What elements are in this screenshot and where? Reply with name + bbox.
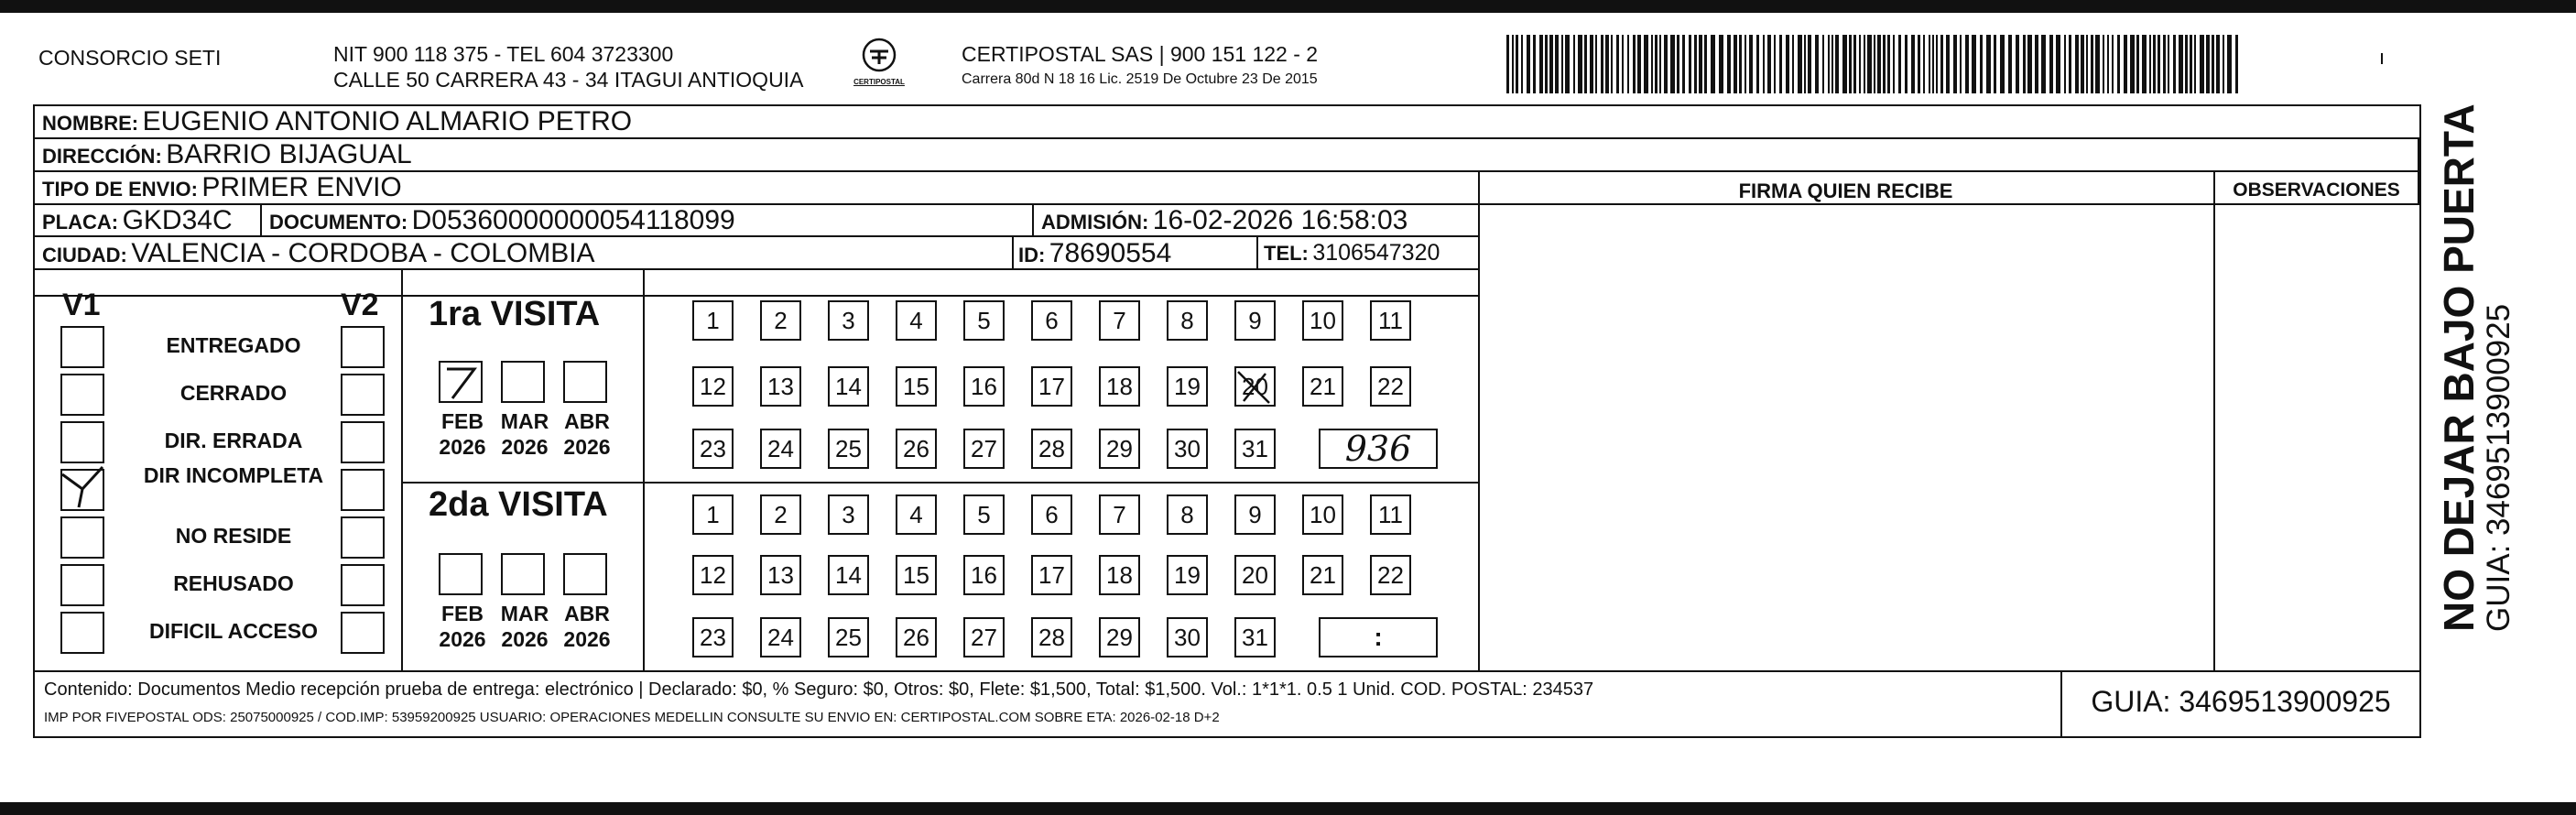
footer-line-1: Contenido: Documentos Medio recepción prueba de entrega: electrónico | Declarado: $0, % Seguro: $0, Otros: $0, Flete: $1,500, Total: $1,500. Vol.: 1*1*1. 0.5 1 Unid. COD. POSTAL: 234537 <box>44 679 1594 700</box>
nombre-value: EUGENIO ANTONIO ALMARIO PETRO <box>142 106 633 136</box>
status-label: REHUSADO <box>173 571 294 595</box>
first-visit-title: 1ra VISITA <box>429 295 601 333</box>
second-visit-month-box[interactable] <box>501 553 545 595</box>
barcode-bar <box>2056 35 2060 93</box>
barcode-bar <box>1527 35 1530 93</box>
barcode-bar <box>1893 35 1895 93</box>
barcode-bar <box>1689 35 1691 93</box>
barcode-bar <box>1539 35 1543 93</box>
second-visit-month-label <box>430 601 495 652</box>
barcode-bar <box>1573 35 1575 93</box>
documento-value: D05360000000054118099 <box>411 205 735 235</box>
first-visit-day-box[interactable]: 17 <box>1031 366 1072 407</box>
barcode-bar <box>2095 35 2100 93</box>
footer-guia: GUIA: 3469513900925 <box>2091 685 2391 718</box>
barcode-bar <box>1516 35 1518 93</box>
barcode-bar <box>1980 35 1983 93</box>
id-value: 78690554 <box>1049 238 1172 268</box>
barcode-bar <box>2142 35 2147 93</box>
barcode-bar <box>2112 35 2114 93</box>
barcode-bar <box>1822 35 1824 93</box>
month-name: ABR <box>564 409 610 433</box>
firma-column-header: FIRMA QUIEN RECIBE <box>1738 179 1953 202</box>
tel-label: TEL: <box>1264 242 1309 265</box>
barcode-bar <box>1590 35 1593 93</box>
admision-value: 16-02-2026 16:58:03 <box>1152 205 1408 235</box>
first-visit-day-box[interactable]: 23 <box>692 429 734 469</box>
first-visit-day-box[interactable]: 27 <box>963 429 1005 469</box>
second-visit-time-box[interactable]: : <box>1319 617 1438 657</box>
second-visit-day-box[interactable]: 16 <box>963 555 1005 595</box>
barcode-bar <box>2016 35 2019 93</box>
second-visit-day-box[interactable]: 22 <box>1370 555 1411 595</box>
barcode-bar <box>1887 35 1890 93</box>
first-visit-day-box[interactable]: 22 <box>1370 366 1411 407</box>
barcode-bar <box>2091 35 2093 93</box>
second-visit-day-box[interactable]: 28 <box>1031 617 1072 657</box>
first-visit-day-box[interactable]: 2 <box>760 300 801 341</box>
first-visit-day-box[interactable]: 13 <box>760 366 801 407</box>
barcode-bar <box>1842 35 1847 93</box>
barcode-bar <box>1859 35 1861 93</box>
barcode-bar <box>2117 35 2120 93</box>
barcode-bar <box>1929 35 1930 93</box>
second-visit-day-box[interactable]: 1 <box>692 494 734 535</box>
barcode-bar <box>1932 35 1934 93</box>
first-visit-day-box[interactable]: 31 <box>1234 429 1276 469</box>
barcode-bar <box>2190 35 2192 93</box>
barcode-bar <box>2163 35 2166 93</box>
second-visit-day-box[interactable]: 12 <box>692 555 734 595</box>
top-band <box>0 0 2576 13</box>
second-visit-day-box[interactable]: 9 <box>1234 494 1276 535</box>
v1-checkbox[interactable] <box>60 564 104 606</box>
barcode-bar <box>2107 35 2109 93</box>
tel-value: 3106547320 <box>1312 240 1440 266</box>
v1-checkbox[interactable] <box>60 326 104 368</box>
carrier-address: Carrera 80d N 18 16 Lic. 2519 De Octubre 23 De 2015 <box>962 71 1318 87</box>
first-visit-day-box[interactable]: 18 <box>1099 366 1140 407</box>
footer-line-2: IMP POR FIVEPOSTAL ODS: 25075000925 / COD.IMP: 53959200925 USUARIO: OPERACIONES MEDELLIN CONSULTE SU ENVIO EN: CERTIPOSTAL.COM SOBRE ETA: 2026-02-18 D+2 <box>44 710 1220 725</box>
barcode-bar <box>1682 35 1685 93</box>
second-visit-title: 2da VISITA <box>429 485 608 524</box>
barcode-bar <box>1779 35 1782 93</box>
month-name: FEB <box>441 409 484 433</box>
v2-checkbox[interactable] <box>341 564 385 606</box>
barcode-bar <box>1874 35 1875 93</box>
second-visit-day-box[interactable]: 4 <box>896 494 937 535</box>
barcode-bar <box>1677 35 1679 93</box>
barcode-bar <box>1627 35 1629 93</box>
barcode-bar <box>1756 35 1759 93</box>
v1-checkbox[interactable] <box>60 374 104 416</box>
second-visit-day-box[interactable]: 15 <box>896 555 937 595</box>
barcode-bar <box>1940 35 1943 93</box>
barcode-bar <box>1864 35 1865 93</box>
barcode-bar <box>2000 35 2005 93</box>
first-visit-day-box[interactable]: 11 <box>1370 300 1411 341</box>
tipo-envio-value: PRIMER ENVIO <box>201 172 402 202</box>
second-visit-day-box[interactable]: 20 <box>1234 555 1276 595</box>
barcode-bar <box>2064 35 2066 93</box>
barcode-bar <box>1611 35 1613 93</box>
barcode-bar <box>2136 35 2139 93</box>
no-dejar-bajo-puerta: NO DEJAR BAJO PUERTA <box>2435 103 2483 632</box>
barcode-bar <box>1808 35 1811 93</box>
month-name: FEB <box>441 602 484 625</box>
barcode-bar <box>1835 35 1839 93</box>
first-visit-month-box[interactable] <box>439 361 483 403</box>
barcode-bar <box>2223 35 2224 93</box>
first-visit-day-box[interactable]: 19 <box>1167 366 1208 407</box>
second-visit-month-box[interactable] <box>563 553 607 595</box>
month-year: 2026 <box>501 435 549 459</box>
barcode-bar <box>1595 35 1597 93</box>
barcode-bar <box>1521 35 1523 93</box>
status-label: CERRADO <box>179 381 288 405</box>
first-visit-day-box[interactable]: 4 <box>896 300 937 341</box>
barcode-bar <box>1644 35 1648 93</box>
status-label: ENTREGADO <box>166 333 301 357</box>
barcode-bar <box>2235 35 2238 93</box>
barcode-bar <box>1637 35 1641 93</box>
second-visit-day-box[interactable]: 7 <box>1099 494 1140 535</box>
first-visit-day-box[interactable]: 30 <box>1167 429 1208 469</box>
barcode <box>1506 35 2244 93</box>
side-warning <box>2435 103 2516 632</box>
barcode-bar <box>1972 35 1976 93</box>
barcode-bar <box>1798 35 1802 93</box>
barcode-bar <box>1565 35 1570 93</box>
barcode-bar <box>2049 35 2053 93</box>
handwritten-seven-icon <box>440 362 482 402</box>
month-year: 2026 <box>501 627 549 651</box>
direccion-value: BARRIO BIJAGUAL <box>166 139 412 169</box>
admision-label: ADMISIÓN: <box>1041 211 1149 234</box>
barcode-bar <box>1655 35 1658 93</box>
barcode-bar <box>1792 35 1794 93</box>
barcode-bar <box>2212 35 2214 93</box>
barcode-bar <box>1533 35 1536 93</box>
v1-checkbox[interactable] <box>60 612 104 654</box>
tel-field <box>1264 240 1440 266</box>
barcode-bar <box>2035 35 2038 93</box>
barcode-bar <box>2008 35 2012 93</box>
month-year: 2026 <box>563 627 611 651</box>
v2-checkbox[interactable] <box>341 516 385 559</box>
month-year: 2026 <box>439 435 486 459</box>
barcode-bar <box>2216 35 2220 93</box>
barcode-bar <box>1734 35 1737 93</box>
barcode-bar <box>1828 35 1830 93</box>
direccion-field <box>42 139 412 170</box>
ciudad-value: VALENCIA - CORDOBA - COLOMBIA <box>131 238 595 268</box>
second-visit-day-box[interactable]: 14 <box>828 555 869 595</box>
barcode-bar <box>1719 35 1723 93</box>
barcode-bar <box>1953 35 1957 93</box>
second-visit-day-box[interactable]: 3 <box>828 494 869 535</box>
second-visit-day-box[interactable]: 5 <box>963 494 1005 535</box>
barcode-bar <box>1749 35 1753 93</box>
first-visit-day-box[interactable] <box>1234 366 1276 407</box>
placa-value: GKD34C <box>122 205 233 235</box>
barcode-bar <box>2168 35 2169 93</box>
ciudad-label: CIUDAD: <box>42 244 127 266</box>
barcode-bar <box>2185 35 2188 93</box>
barcode-bar <box>1786 35 1789 93</box>
barcode-bar <box>2124 35 2127 93</box>
second-visit-day-box[interactable]: 6 <box>1031 494 1072 535</box>
first-visit-day-box[interactable]: 10 <box>1302 300 1343 341</box>
second-visit-day-box[interactable]: 29 <box>1099 617 1140 657</box>
v2-header: V2 <box>341 288 379 322</box>
barcode-bar <box>1936 35 1938 93</box>
company-name: CONSORCIO SETI <box>38 46 222 70</box>
id-field <box>1018 238 1171 269</box>
barcode-bar <box>1923 35 1925 93</box>
first-visit-day-box[interactable]: 6 <box>1031 300 1072 341</box>
first-visit-day-box[interactable]: 9 <box>1234 300 1276 341</box>
barcode-bar <box>1867 35 1872 93</box>
barcode-bar <box>1512 35 1514 93</box>
barcode-bar <box>2149 35 2151 93</box>
status-label: DIR. ERRADA <box>164 429 303 452</box>
barcode-bar <box>1549 35 1553 93</box>
barcode-bar <box>2194 35 2196 93</box>
barcode-bar <box>1745 35 1746 93</box>
second-visit-month-label <box>555 601 619 652</box>
barcode-bar <box>1727 35 1731 93</box>
second-visit-day-box[interactable]: 11 <box>1370 494 1411 535</box>
first-visit-day-box[interactable]: 16 <box>963 366 1005 407</box>
carrier-line: CERTIPOSTAL SAS | 900 151 122 - 2 <box>962 42 1319 66</box>
barcode-bar <box>2023 35 2026 93</box>
barcode-bar <box>1994 35 1996 93</box>
v1-checkbox[interactable] <box>60 516 104 559</box>
barcode-bar <box>2206 35 2210 93</box>
barcode-bar <box>2103 35 2104 93</box>
id-label: ID: <box>1018 244 1046 266</box>
status-label: DIFICIL ACCESO <box>148 619 318 643</box>
barcode-bar <box>1506 35 1509 93</box>
status-label: DIR INCOMPLETA <box>143 463 324 487</box>
second-visit-day-box[interactable]: 25 <box>828 617 869 657</box>
first-visit-day-box[interactable]: 5 <box>963 300 1005 341</box>
observaciones-column-header: OBSERVACIONES <box>2233 179 2400 201</box>
first-visit-day-box[interactable]: 29 <box>1099 429 1140 469</box>
first-visit-day-box[interactable]: 12 <box>692 366 734 407</box>
barcode-bar <box>1965 35 1969 93</box>
logo-text: CERTIPOSTAL <box>853 78 905 86</box>
first-visit-month-label <box>430 408 495 460</box>
barcode-bar <box>2081 35 2084 93</box>
first-visit-day-box[interactable]: 7 <box>1099 300 1140 341</box>
second-visit-month-label <box>493 601 557 652</box>
nombre-label: NOMBRE: <box>42 112 139 135</box>
barcode-bar <box>1670 35 1675 93</box>
barcode-bar <box>1815 35 1819 93</box>
cross-mark-icon <box>1233 366 1275 407</box>
barcode-bar <box>1986 35 1991 93</box>
barcode-bar <box>1694 35 1697 93</box>
second-visit-day-box[interactable]: 21 <box>1302 555 1343 595</box>
barcode-bar <box>1601 35 1603 93</box>
address-line: CALLE 50 CARRERA 43 - 34 ITAGUI ANTIOQUIA <box>333 68 804 92</box>
admision-field <box>1041 205 1408 236</box>
barcode-bar <box>1883 35 1886 93</box>
barcode-bar <box>2075 35 2079 93</box>
corner-tick <box>2381 53 2383 64</box>
barcode-bar <box>1605 35 1609 93</box>
first-visit-day-box[interactable]: 28 <box>1031 429 1072 469</box>
v2-checkbox[interactable] <box>341 612 385 654</box>
barcode-bar <box>2173 35 2176 93</box>
barcode-bar <box>1831 35 1833 93</box>
barcode-bar <box>1584 35 1587 93</box>
first-visit-day-box[interactable]: 25 <box>828 429 869 469</box>
documento-label: DOCUMENTO: <box>269 211 408 234</box>
first-visit-month-box[interactable] <box>563 361 607 403</box>
second-visit-day-box[interactable]: 17 <box>1031 555 1072 595</box>
first-visit-day-box[interactable]: 14 <box>828 366 869 407</box>
barcode-bar <box>2130 35 2135 93</box>
status-label: NO RESIDE <box>175 524 292 548</box>
first-visit-month-label <box>555 408 619 460</box>
barcode-bar <box>1946 35 1950 93</box>
first-visit-month-box[interactable] <box>501 361 545 403</box>
first-visit-day-box[interactable]: 21 <box>1302 366 1343 407</box>
second-visit-day-box[interactable]: 24 <box>760 617 801 657</box>
barcode-bar <box>1767 35 1771 93</box>
second-visit-day-box[interactable]: 2 <box>760 494 801 535</box>
barcode-bar <box>1561 35 1563 93</box>
barcode-bar <box>2227 35 2232 93</box>
second-visit-day-box[interactable]: 30 <box>1167 617 1208 657</box>
barcode-bar <box>1578 35 1582 93</box>
barcode-bar <box>1853 35 1856 93</box>
barcode-bar <box>1651 35 1653 93</box>
second-visit-day-box[interactable]: 23 <box>692 617 734 657</box>
handwritten-mark-icon <box>55 462 110 513</box>
month-name: ABR <box>564 602 610 625</box>
second-visit-day-box[interactable]: 8 <box>1167 494 1208 535</box>
barcode-bar <box>1960 35 1962 93</box>
first-visit-day-box[interactable]: 24 <box>760 429 801 469</box>
barcode-bar <box>2200 35 2204 93</box>
second-visit-month-box[interactable] <box>439 553 483 595</box>
barcode-bar <box>1877 35 1881 93</box>
barcode-bar <box>1633 35 1636 93</box>
barcode-bar <box>1545 35 1548 93</box>
placa-label: PLACA: <box>42 211 119 234</box>
barcode-bar <box>1711 35 1715 93</box>
first-visit-day-box[interactable]: 26 <box>896 429 937 469</box>
barcode-bar <box>1898 35 1901 93</box>
tipo-envio-label: TIPO DE ENVIO: <box>42 178 198 201</box>
nit-line: NIT 900 118 375 - TEL 604 3723300 <box>333 42 674 66</box>
second-visit-day-box[interactable]: 26 <box>896 617 937 657</box>
side-guia: GUIA: 3469513900925 <box>2481 303 2516 632</box>
documento-field <box>269 205 735 236</box>
barcode-bar <box>2086 35 2088 93</box>
barcode-bar <box>2153 35 2156 93</box>
barcode-bar <box>1763 35 1765 93</box>
barcode-bar <box>1739 35 1742 93</box>
barcode-bar <box>2179 35 2183 93</box>
v2-checkbox[interactable] <box>341 469 385 511</box>
second-visit-day-box[interactable]: 31 <box>1234 617 1276 657</box>
first-visit-month-label <box>493 408 557 460</box>
barcode-bar <box>1659 35 1661 93</box>
v1-header: V1 <box>62 288 101 322</box>
barcode-bar <box>1704 35 1707 93</box>
first-visit-time-box[interactable]: 936 <box>1319 429 1438 469</box>
barcode-bar <box>2027 35 2032 93</box>
tipo-envio-field <box>42 172 402 203</box>
second-visit-day-box[interactable]: 18 <box>1099 555 1140 595</box>
barcode-bar <box>1616 35 1619 93</box>
direccion-label: DIRECCIÓN: <box>42 145 162 168</box>
first-visit-day-box[interactable]: 3 <box>828 300 869 341</box>
nombre-field <box>42 106 632 137</box>
barcode-bar <box>1804 35 1806 93</box>
barcode-bar <box>1905 35 1908 93</box>
marked-day-label: 20 <box>1242 373 1268 400</box>
barcode-bar <box>2041 35 2046 93</box>
barcode-bar <box>1699 35 1702 93</box>
second-visit-day-box[interactable]: 10 <box>1302 494 1343 535</box>
certipostal-logo <box>842 37 916 97</box>
second-visit-day-box[interactable]: 13 <box>760 555 801 595</box>
v2-checkbox[interactable] <box>341 421 385 463</box>
first-visit-day-box[interactable]: 8 <box>1167 300 1208 341</box>
v1-checkbox[interactable] <box>60 421 104 463</box>
v2-checkbox[interactable] <box>341 374 385 416</box>
bottom-band <box>0 802 2576 815</box>
second-visit-day-box[interactable]: 27 <box>963 617 1005 657</box>
barcode-bar <box>1849 35 1852 93</box>
barcode-bar <box>1774 35 1776 93</box>
month-year: 2026 <box>439 627 486 651</box>
second-visit-day-box[interactable]: 19 <box>1167 555 1208 595</box>
barcode-bar <box>1622 35 1624 93</box>
barcode-bar <box>2069 35 2071 93</box>
first-visit-day-box[interactable]: 1 <box>692 300 734 341</box>
placa-field <box>42 205 233 236</box>
barcode-bar <box>2158 35 2160 93</box>
month-name: MAR <box>500 409 549 433</box>
v2-checkbox[interactable] <box>341 326 385 368</box>
barcode-bar <box>1555 35 1559 93</box>
month-name: MAR <box>500 602 549 625</box>
v1-checkbox[interactable] <box>60 469 104 511</box>
barcode-bar <box>1911 35 1915 93</box>
month-year: 2026 <box>563 435 611 459</box>
first-visit-day-box[interactable]: 15 <box>896 366 937 407</box>
barcode-bar <box>1664 35 1668 93</box>
ciudad-field <box>42 238 595 269</box>
barcode-bar <box>1918 35 1920 93</box>
